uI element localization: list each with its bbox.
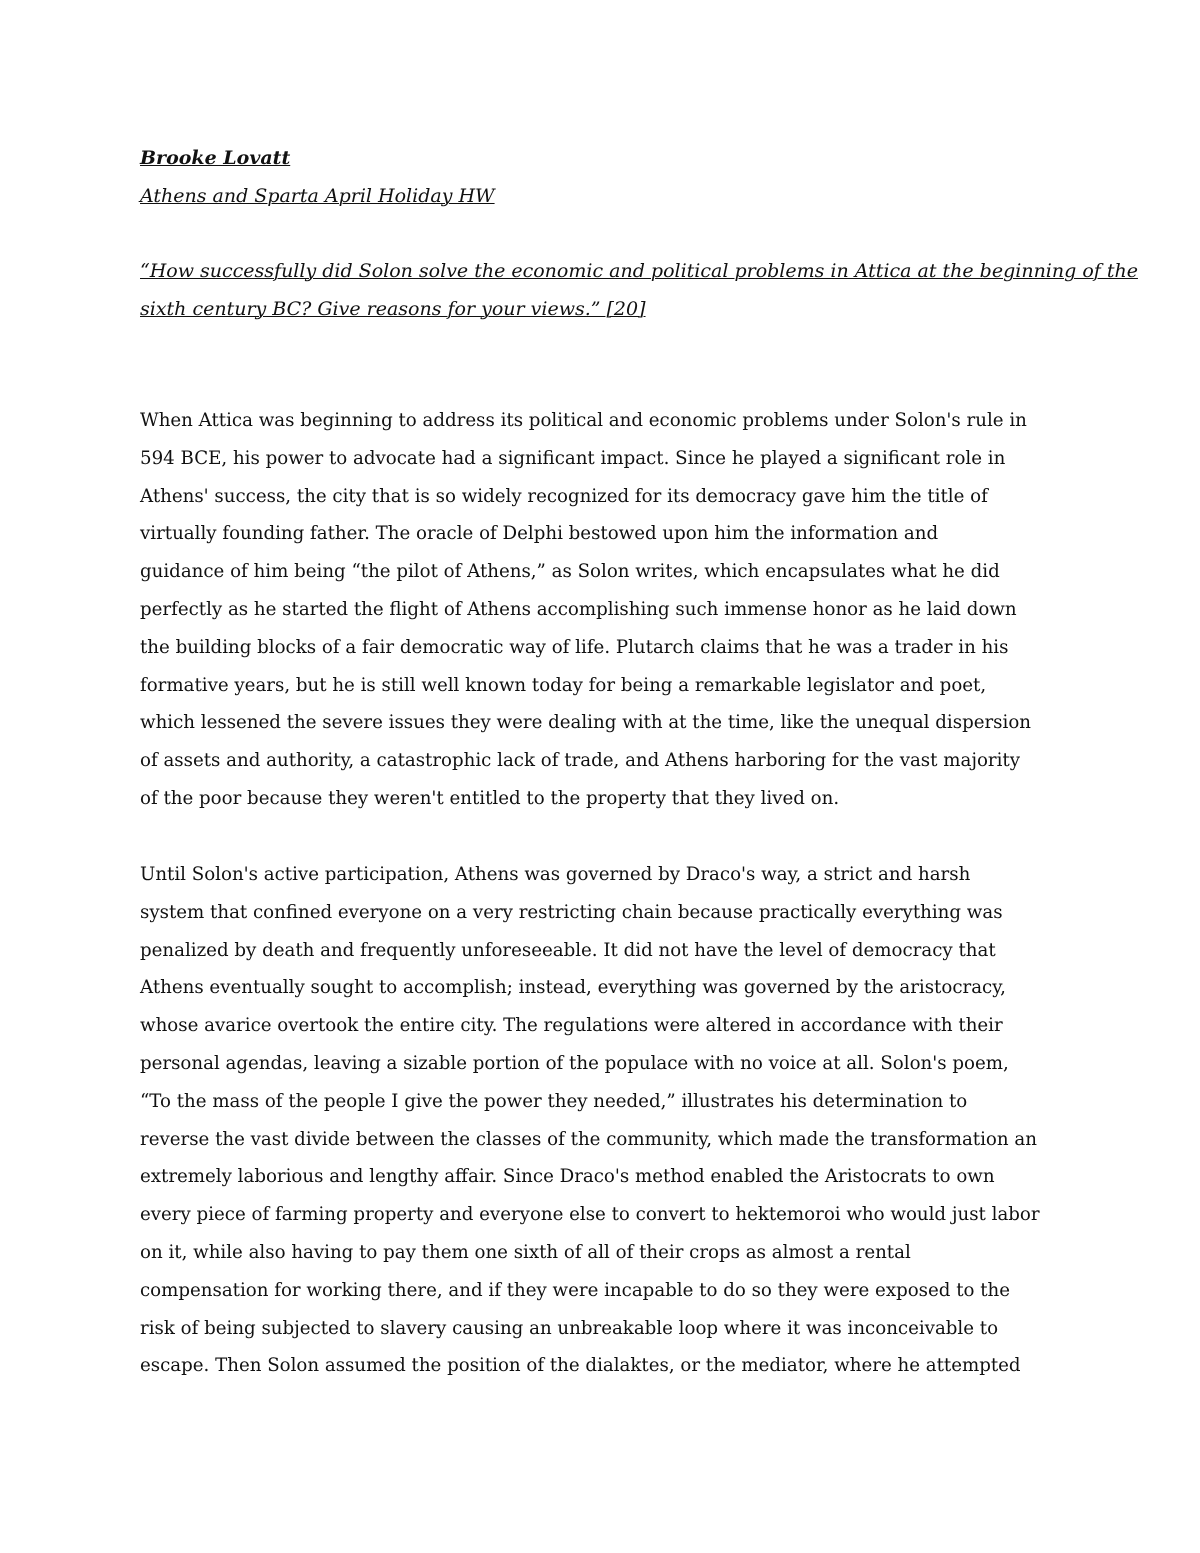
text-line: perfectly as he started the flight of Athens accomplishing such immense honor as he laid down bbox=[140, 598, 1017, 620]
text-line: When Attica was beginning to address its political and economic problems under Solon's rule in bbox=[140, 410, 1027, 431]
text-line: which lessened the severe issues they were dealing with at the time, like the unequal dispersion bbox=[140, 712, 1031, 734]
text-line: 594 BCE, his power to advocate had a significant impact. Since he played a significant role in bbox=[140, 447, 1006, 469]
text-line: virtually founding father. The oracle of Delphi bestowed upon him the information and bbox=[140, 523, 939, 545]
text-line: whose avarice overtook the entire city. The regulations were altered in accordance with their bbox=[140, 1015, 1003, 1037]
text-line: penalized by death and frequently unforeseeable. It did not have the level of democracy that bbox=[140, 939, 996, 961]
text-line: guidance of him being “the pilot of Athens,” as Solon writes, which encapsulates what he did bbox=[140, 561, 1000, 583]
text-line: every piece of farming property and everyone else to convert to hektemoroi who would just labor bbox=[140, 1204, 1040, 1226]
paragraph-2 bbox=[140, 856, 1070, 1385]
text-line: system that confined everyone on a very restricting chain because practically everything was bbox=[140, 901, 1003, 923]
text-line: formative years, but he is still well known today for being a remarkable legislator and poet, bbox=[140, 674, 987, 696]
text-line: “To the mass of the people I give the power they needed,” illustrates his determination to bbox=[140, 1090, 968, 1112]
text-line: reverse the vast divide between the classes of the community, which made the transformation an bbox=[140, 1128, 1037, 1150]
question-line: sixth century BC? Give reasons for your views.” [20] bbox=[140, 298, 646, 320]
text-line: on it, while also having to pay them one sixth of all of their crops as almost a rental bbox=[140, 1241, 911, 1263]
text-line: the building blocks of a fair democratic way of life. Plutarch claims that he was a trader in his bbox=[140, 636, 1009, 658]
text-line: extremely laborious and lengthy affair. Since Draco's method enabled the Aristocrats to own bbox=[140, 1166, 995, 1188]
paragraph-1 bbox=[140, 402, 1070, 818]
text-line: Athens' success, the city that is so widely recognized for its democracy gave him the title of bbox=[140, 485, 988, 507]
text-line: risk of being subjected to slavery causing an unbreakable loop where it was inconceivable to bbox=[140, 1317, 999, 1339]
question-line: “How successfully did Solon solve the economic and political problems in Attica at the beginning of the bbox=[140, 260, 1138, 282]
essay-question bbox=[140, 252, 1138, 328]
text-line: of assets and authority, a catastrophic lack of trade, and Athens harboring for the vast majority bbox=[140, 750, 1021, 772]
author-name: Brooke Lovatt bbox=[140, 147, 291, 169]
text-line: escape. Then Solon assumed the position of the dialaktes, or the mediator, where he attempted bbox=[140, 1355, 1021, 1377]
text-line: of the poor because they weren't entitled to the property that they lived on. bbox=[140, 787, 840, 809]
text-line: Athens eventually sought to accomplish; instead, everything was governed by the aristocracy, bbox=[140, 977, 1006, 999]
text-line: Until Solon's active participation, Athens was governed by Draco's way, a strict and harsh bbox=[140, 864, 971, 885]
assignment-title: Athens and Sparta April Holiday HW bbox=[140, 185, 495, 207]
text-line: compensation for working there, and if they were incapable to do so they were exposed to the bbox=[140, 1279, 1011, 1301]
text-line: personal agendas, leaving a sizable portion of the populace with no voice at all. Solon's poem, bbox=[140, 1052, 1009, 1074]
